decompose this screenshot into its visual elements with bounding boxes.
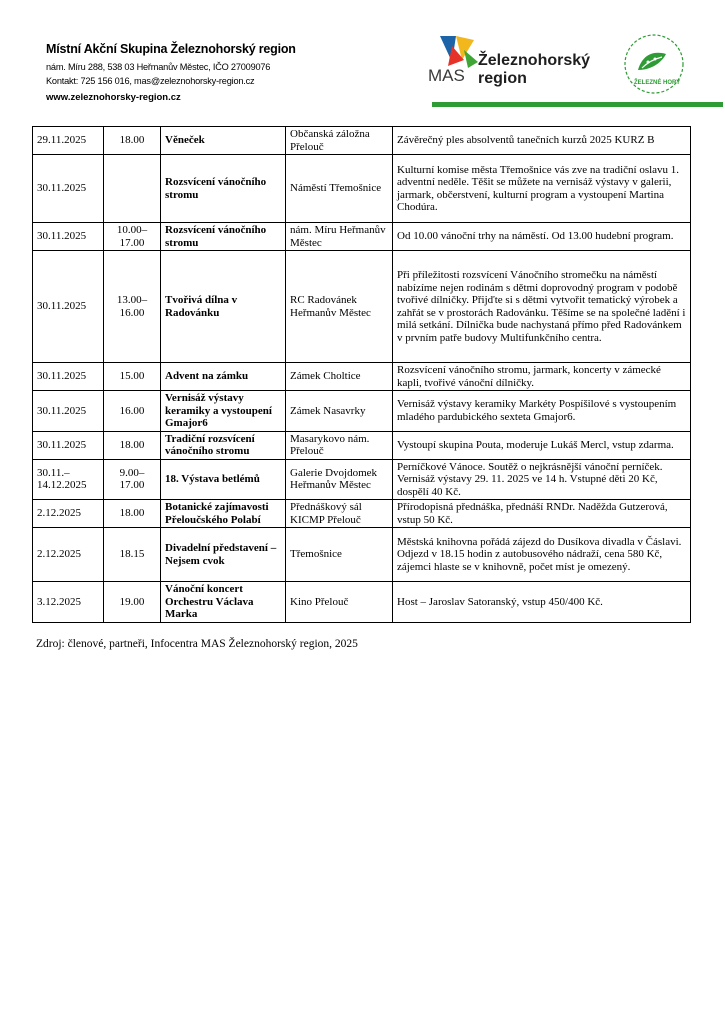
event-description: Vystoupí skupina Pouta, moderuje Lukáš Mercl, vstup zdarma. (393, 431, 691, 459)
event-place: nám. Míru Heřmanův Městec (286, 223, 393, 251)
svg-text:ŽELEZNÉ HORY: ŽELEZNÉ HORY (634, 80, 681, 86)
event-description: Od 10.00 vánoční trhy na náměstí. Od 13.00 hudební program. (393, 223, 691, 251)
mas-logo-region-2: region (478, 70, 527, 87)
event-date: 30.11.2025 (33, 223, 104, 251)
event-time: 18.00 (104, 127, 161, 155)
event-date: 30.11.2025 (33, 155, 104, 223)
event-place: Náměstí Třemošnice (286, 155, 393, 223)
org-address: nám. Míru 288, 538 03 Heřmanův Městec, IČO 27009076 (46, 62, 271, 72)
event-name: Rozsvícení vánočního stromu (161, 155, 286, 223)
event-description: Městská knihovna pořádá zájezd do Dusíkova divadla v Čáslavi. Odjezd v 18.15 hodin z autobusového nádraží, cena 580 Kč, zájemci hlaste se v knihovně, počet míst je omezený. (393, 528, 691, 582)
event-date: 30.11.2025 (33, 391, 104, 432)
mas-logo-region-1: Železnohorský (478, 52, 591, 69)
event-date: 30.11.2025 (33, 431, 104, 459)
org-contact: Kontakt: 725 156 016, mas@zeleznohorsky-region.cz (46, 76, 255, 86)
event-place: Třemošnice (286, 528, 393, 582)
event-date: 30.11.2025 (33, 363, 104, 391)
event-description: Rozsvícení vánočního stromu, jarmark, koncerty v zámecké kapli, tvořivé vánoční dílničky. (393, 363, 691, 391)
event-date: 30.11.2025 (33, 251, 104, 363)
event-time: 10.00–17.00 (104, 223, 161, 251)
event-place: Občanská záložna Přelouč (286, 127, 393, 155)
event-time: 18.15 (104, 528, 161, 582)
event-description: Host – Jaroslav Satoranský, vstup 450/400 Kč. (393, 582, 691, 623)
zelezne-hory-seal-icon (622, 32, 686, 96)
table-row (33, 251, 691, 363)
event-place: Kino Přelouč (286, 582, 393, 623)
event-time: 16.00 (104, 391, 161, 432)
event-time: 19.00 (104, 582, 161, 623)
event-description: Kulturní komise města Třemošnice vás zve na tradiční oslavu 1. adventní neděle. Těšit se můžete na vernisáž výstavy v galerii, jarmark, občerstvení, kulturní program a vystoupení Martina Chodúra. (393, 155, 691, 223)
event-description: Vernisáž výstavy keramiky Markéty Pospíšilové s vystoupením mladého pardubického sexteta Gmajor6. (393, 391, 691, 432)
event-name: Tvořivá dílna v Radovánku (161, 251, 286, 363)
event-description: Při příležitosti rozsvícení Vánočního stromečku na náměstí nabízíme nejen rodinám s dětmi doprovodný program v podobě tvořivé dílničky. Přijďte si s dětmi vytvořit tematický výrobek a zahřát se v prostorách Radovánku. Těšíme se na společné ladění i milá setkání. Dílnička bude nachystaná přímo před Radovánkem v prvním patře budovy Multifunkčního centra. (393, 251, 691, 363)
mas-logo (428, 38, 608, 98)
event-name: 18. Výstava betlémů (161, 459, 286, 500)
zelezne-hory-logo (622, 32, 686, 96)
source-note: Zdroj: členové, partneři, Infocentra MAS Železnohorský region, 2025 (36, 638, 358, 650)
event-time: 9.00–17.00 (104, 459, 161, 500)
event-place: Přednáškový sál KICMP Přelouč (286, 500, 393, 528)
event-name: Rozsvícení vánočního stromu (161, 223, 286, 251)
table-row (33, 500, 691, 528)
event-date: 2.12.2025 (33, 500, 104, 528)
table-row (33, 363, 691, 391)
event-name: Vernisáž výstavy keramiky a vystoupení Gmajor6 (161, 391, 286, 432)
table-row (33, 459, 691, 500)
event-description: Závěrečný ples absolventů tanečních kurzů 2025 KURZ B (393, 127, 691, 155)
event-time (104, 155, 161, 223)
table-row (33, 582, 691, 623)
event-date: 2.12.2025 (33, 528, 104, 582)
table-row (33, 127, 691, 155)
event-time: 13.00–16.00 (104, 251, 161, 363)
event-name: Divadelní představení – Nejsem cvok (161, 528, 286, 582)
event-time: 18.00 (104, 500, 161, 528)
mas-logo-text: MAS (428, 66, 465, 85)
table-row (33, 391, 691, 432)
event-name: Tradiční rozsvícení vánočního stromu (161, 431, 286, 459)
event-name: Botanické zajímavosti Přeloučského Polabí (161, 500, 286, 528)
event-name: Advent na zámku (161, 363, 286, 391)
event-name: Vánoční koncert Orchestru Václava Marka (161, 582, 286, 623)
event-description: Přírodopisná přednáška, přednáší RNDr. Naděžda Gutzerová, vstup 50 Kč. (393, 500, 691, 528)
event-name: Věneček (161, 127, 286, 155)
table-row (33, 155, 691, 223)
event-place: Galerie Dvojdomek Heřmanův Městec (286, 459, 393, 500)
event-place: Zámek Choltice (286, 363, 393, 391)
table-row (33, 223, 691, 251)
event-description: Perníčkové Vánoce. Soutěž o nejkrásnější vánoční perníček. Vernisáž výstavy 29. 11. 2025 ve 14 h. Vstupné děti 20 Kč, dospělí 40 Kč. (393, 459, 691, 500)
event-time: 18.00 (104, 431, 161, 459)
table-row (33, 528, 691, 582)
org-web: www.zeleznohorsky-region.cz (46, 92, 181, 103)
event-date: 30.11.– 14.12.2025 (33, 459, 104, 500)
table-row (33, 431, 691, 459)
event-place: Zámek Nasavrky (286, 391, 393, 432)
event-date: 29.11.2025 (33, 127, 104, 155)
event-place: Masarykovo nám. Přelouč (286, 431, 393, 459)
event-date: 3.12.2025 (33, 582, 104, 623)
brand-green-bar (432, 102, 723, 107)
events-table (32, 126, 691, 623)
letterhead (40, 38, 690, 108)
event-time: 15.00 (104, 363, 161, 391)
event-place: RC Radovánek Heřmanův Městec (286, 251, 393, 363)
org-name: Místní Akční Skupina Železnohorský region (46, 42, 296, 56)
